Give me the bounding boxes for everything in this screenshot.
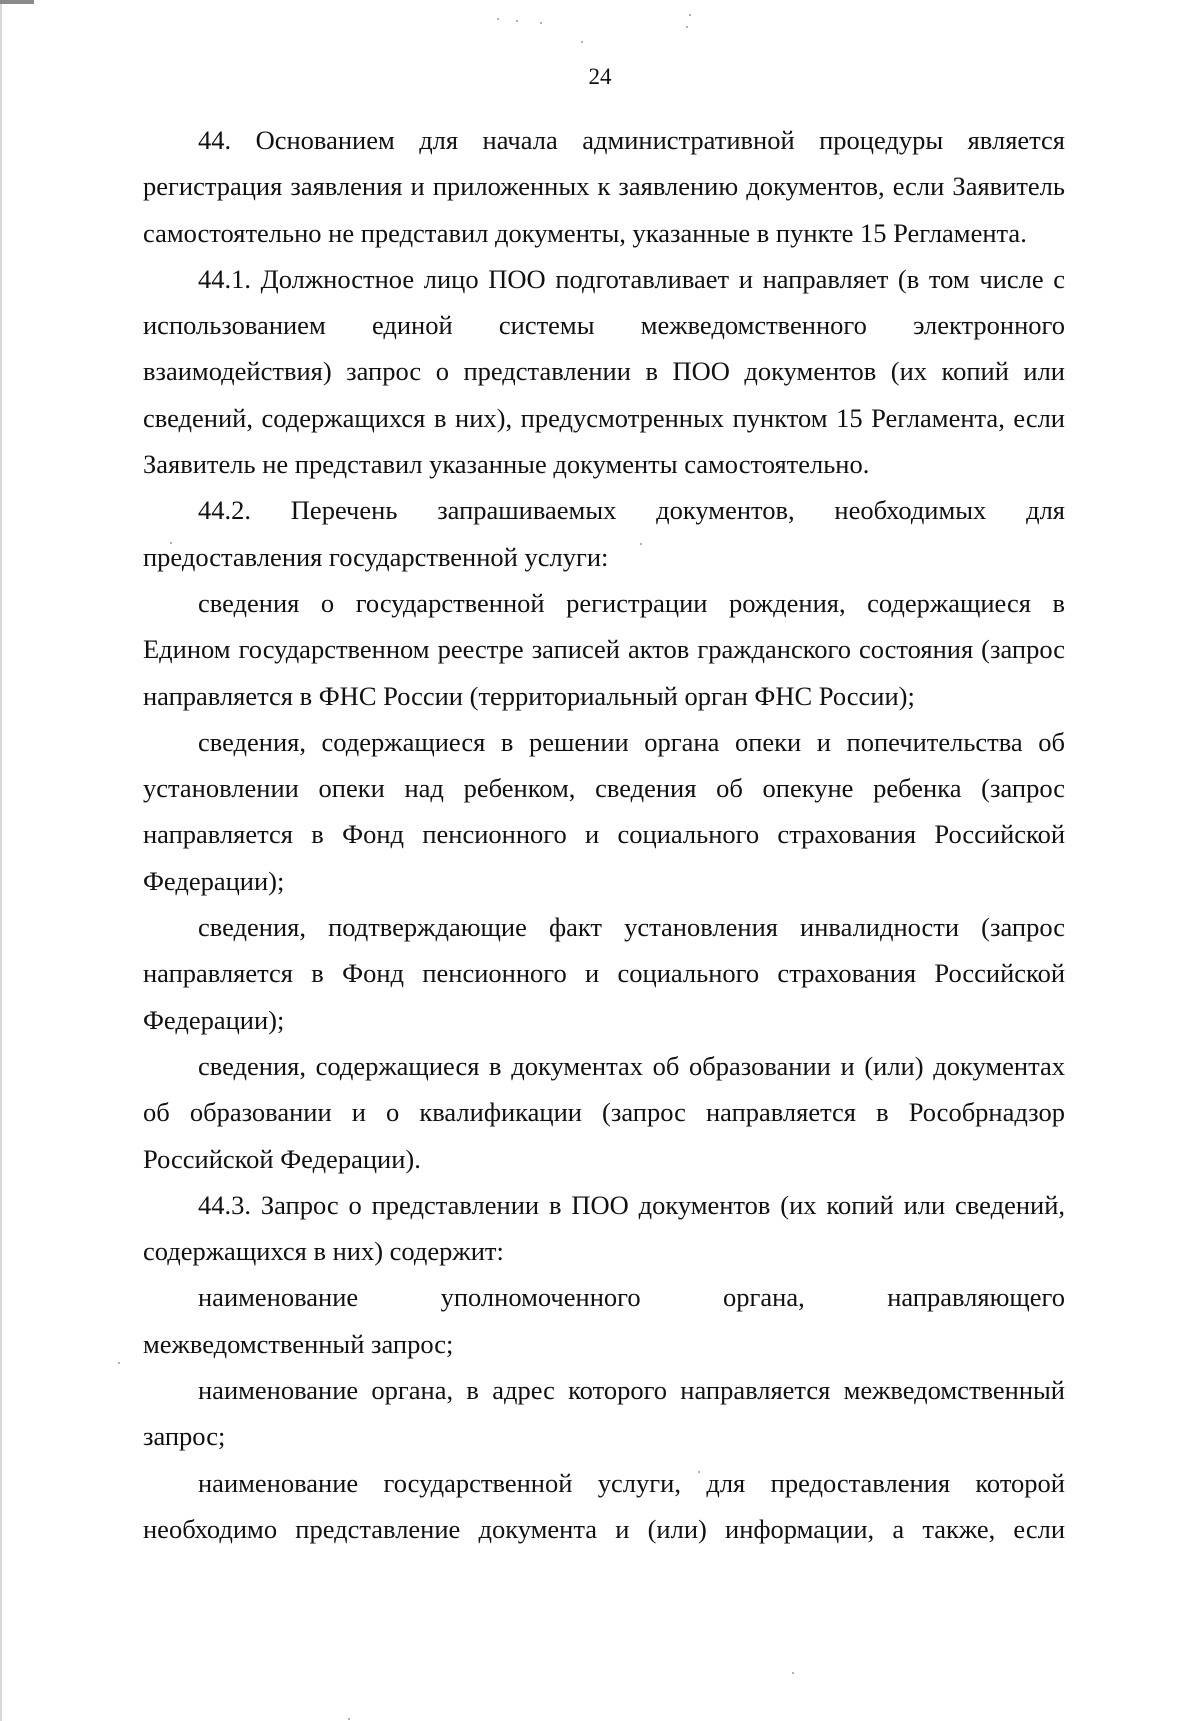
scan-speck (792, 1672, 794, 1674)
scan-speck (686, 26, 688, 28)
list-item-recipient-body: наименование органа, в адрес которого направляется межведомственный запрос; (143, 1375, 1065, 1452)
scan-speck (581, 41, 583, 43)
list-item-guardianship: сведения, содержащиеся в решении органа опеки и попечительства об установлении опеки над ребенком, сведения об опекуне ребенка (запрос направляется в Фонд пенсионного и социального страхования Российской Федерации); (143, 726, 1065, 896)
paragraph-44-2: 44.2. Перечень запрашиваемых документов, необходимых для предоставления государственной услуги: (143, 495, 1065, 572)
scan-speck (497, 18, 499, 20)
scan-edge (0, 0, 2, 1721)
scan-mark (0, 0, 34, 4)
list-item-birth-registration: сведения о государственной регистрации рождения, содержащиеся в Едином государственном реестре записей актов гражданского состояния (запрос направляется в ФНС России (территориальный орган ФНС России); (143, 587, 1065, 711)
list-item-authorized-body: наименование уполномоченного органа, направляющего межведомственный запрос; (143, 1282, 1065, 1359)
scan-speck (540, 22, 542, 24)
list-item-disability: сведения, подтверждающие факт установления инвалидности (запрос направляется в Фонд пенсионного и социального страхования Российской Федерации); (143, 912, 1065, 1035)
page-number: 24 (588, 64, 612, 89)
paragraph-44-1: 44.1. Должностное лицо ПОО подготавливает и направляет (в том числе с использованием единой системы межведомственного электронного взаимодействия) запрос о представлении в ПОО документов (их копий или сведений, содержащихся в них), предусмотренных пунктом 15 Регламента, если Заявитель не представил указанные документы самостоятельно. (143, 263, 1065, 480)
scan-speck (516, 20, 518, 22)
list-item-education: сведения, содержащиеся в документах об образовании и (или) документах об образовании и о квалификации (запрос направляется в Рособрнадзор Российской Федерации). (143, 1050, 1065, 1174)
list-item-service-name: наименование государственной услуги, для предоставления которой необходимо представление документа и (или) информации, а также, если (143, 1467, 1065, 1544)
paragraph-44: 44. Основанием для начала административной процедуры является регистрация заявления и приложенных к заявлению документов, если Заявитель самостоятельно не представил документы, указанные в пункте 15 Регламента. (143, 125, 1065, 248)
document-body (143, 117, 1065, 1552)
scan-speck (118, 1362, 120, 1364)
scan-speck (348, 1718, 350, 1720)
paragraph-44-3: 44.3. Запрос о представлении в ПОО документов (их копий или сведений, содержащихся в них) содержит: (143, 1189, 1065, 1267)
scan-speck (689, 14, 691, 16)
